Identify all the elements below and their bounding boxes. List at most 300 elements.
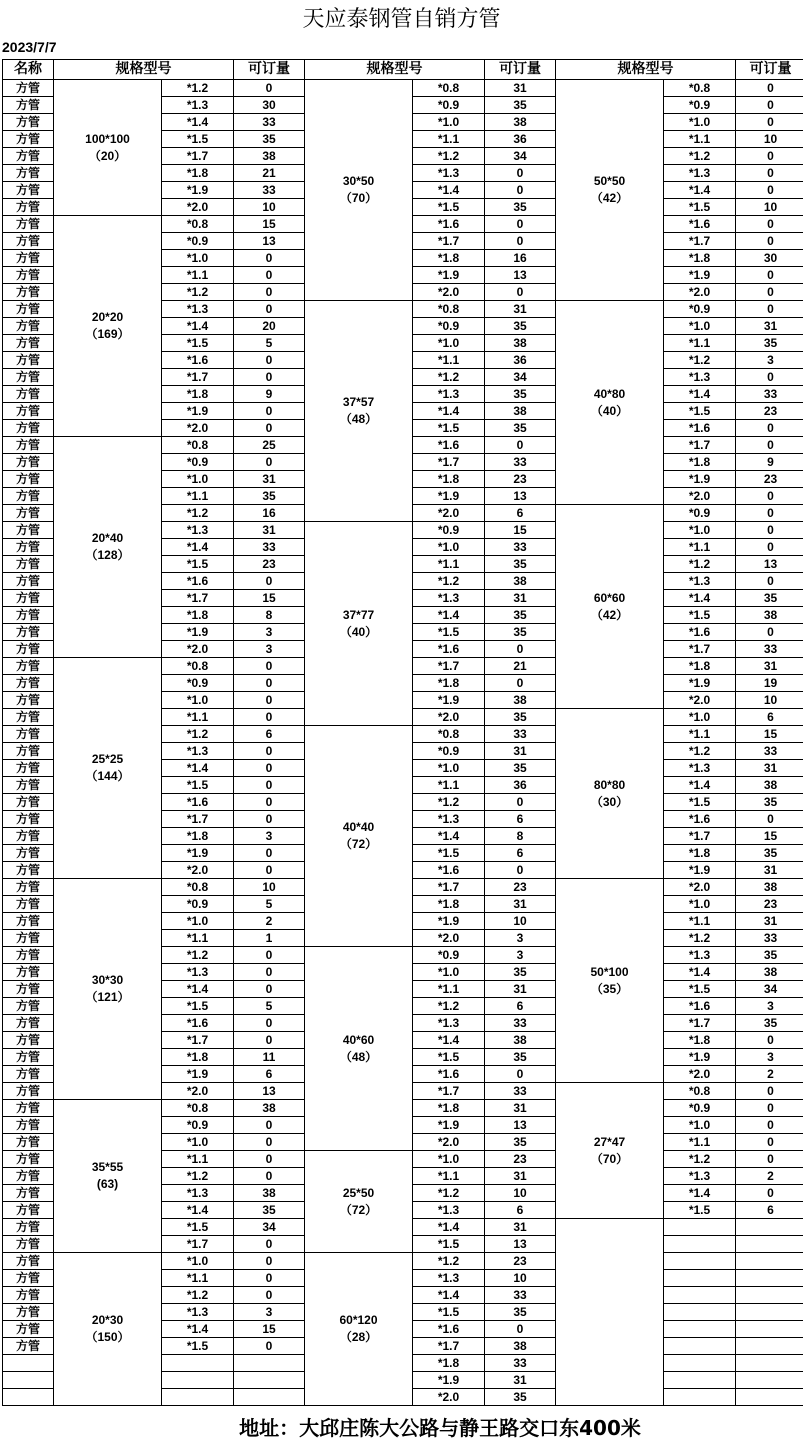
quantity-cell: 3 xyxy=(234,828,305,845)
quantity-cell: 33 xyxy=(485,1355,556,1372)
item-name: 方管 xyxy=(3,1117,54,1134)
item-name: 方管 xyxy=(3,692,54,709)
quantity-cell: 0 xyxy=(234,301,305,318)
thickness-cell: *1.3 xyxy=(413,1015,485,1032)
thickness-cell: *0.9 xyxy=(162,896,234,913)
quantity-cell xyxy=(736,1219,803,1236)
quantity-cell: 33 xyxy=(234,182,305,199)
thickness-cell: *1.7 xyxy=(162,1236,234,1253)
item-name: 方管 xyxy=(3,335,54,352)
quantity-cell: 15 xyxy=(736,828,803,845)
thickness-cell: *1.3 xyxy=(162,97,234,114)
thickness-cell: *1.4 xyxy=(162,981,234,998)
thickness-cell: *1.4 xyxy=(162,114,234,131)
quantity-cell: 15 xyxy=(234,216,305,233)
quantity-cell: 0 xyxy=(234,811,305,828)
thickness-cell: *1.5 xyxy=(162,1338,234,1355)
quantity-cell: 35 xyxy=(485,1049,556,1066)
size-group xyxy=(305,1151,413,1253)
size-count: （128） xyxy=(85,548,130,562)
size-group xyxy=(556,301,664,505)
quantity-cell: 3 xyxy=(485,947,556,964)
quantity-cell: 0 xyxy=(485,437,556,454)
thickness-cell: *1.4 xyxy=(664,386,736,403)
header-spec: 规格型号 xyxy=(305,60,485,80)
item-name: 方管 xyxy=(3,1049,54,1066)
thickness-cell: *1.0 xyxy=(162,913,234,930)
thickness-cell: *1.8 xyxy=(664,658,736,675)
item-name: 方管 xyxy=(3,743,54,760)
table-row xyxy=(3,80,803,97)
thickness-cell: *1.0 xyxy=(162,1134,234,1151)
thickness-cell: *1.0 xyxy=(413,1151,485,1168)
quantity-cell: 34 xyxy=(234,1219,305,1236)
thickness-cell: *1.4 xyxy=(413,1219,485,1236)
thickness-cell: *0.9 xyxy=(162,675,234,692)
quantity-cell: 31 xyxy=(736,862,803,879)
quantity-cell: 38 xyxy=(736,879,803,896)
quantity-cell: 0 xyxy=(485,675,556,692)
thickness-cell: *1.1 xyxy=(664,131,736,148)
thickness-cell: *1.0 xyxy=(162,692,234,709)
size-spec: 35*55 xyxy=(91,1160,124,1174)
quantity-cell: 3 xyxy=(234,641,305,658)
thickness-cell: *1.9 xyxy=(413,267,485,284)
thickness-cell: *1.5 xyxy=(413,1304,485,1321)
item-name xyxy=(3,1355,54,1372)
thickness-cell: *1.4 xyxy=(162,539,234,556)
quantity-cell: 0 xyxy=(736,488,803,505)
thickness-cell: *1.9 xyxy=(664,675,736,692)
quantity-cell: 35 xyxy=(485,607,556,624)
thickness-cell: *1.5 xyxy=(413,845,485,862)
thickness-cell: *1.0 xyxy=(664,114,736,131)
thickness-cell: *0.8 xyxy=(162,437,234,454)
size-group xyxy=(54,80,162,216)
thickness-cell: *1.2 xyxy=(413,148,485,165)
thickness-cell: *1.5 xyxy=(162,335,234,352)
quantity-cell: 8 xyxy=(234,607,305,624)
quantity-cell: 35 xyxy=(234,488,305,505)
size-spec: 50*50 xyxy=(593,174,626,188)
thickness-cell: *1.2 xyxy=(413,573,485,590)
address-footer: 地址：大邱庄陈大公路与静王路交口东400米 xyxy=(239,1416,641,1440)
quantity-cell: 10 xyxy=(736,692,803,709)
thickness-cell: *1.2 xyxy=(162,505,234,522)
quantity-cell: 13 xyxy=(485,488,556,505)
thickness-cell: *0.9 xyxy=(162,1117,234,1134)
item-name: 方管 xyxy=(3,862,54,879)
quantity-cell: 0 xyxy=(485,641,556,658)
thickness-cell: *1.6 xyxy=(162,794,234,811)
size-group xyxy=(305,301,413,522)
quantity-cell: 0 xyxy=(736,233,803,250)
quantity-cell: 31 xyxy=(736,658,803,675)
quantity-cell: 0 xyxy=(736,80,803,97)
quantity-cell: 0 xyxy=(736,420,803,437)
thickness-cell: *1.5 xyxy=(664,199,736,216)
thickness-cell: *1.7 xyxy=(664,437,736,454)
thickness-cell: *0.9 xyxy=(664,97,736,114)
quantity-cell: 0 xyxy=(234,1015,305,1032)
size-spec: 20*40 xyxy=(91,531,124,545)
quantity-cell: 6 xyxy=(485,505,556,522)
quantity-cell xyxy=(234,1355,305,1372)
thickness-cell: *2.0 xyxy=(413,284,485,301)
item-name: 方管 xyxy=(3,488,54,505)
thickness-cell: *1.6 xyxy=(413,1066,485,1083)
quantity-cell: 0 xyxy=(736,522,803,539)
quantity-cell: 10 xyxy=(234,879,305,896)
item-name: 方管 xyxy=(3,250,54,267)
page-title: 天应泰钢管自销方管 xyxy=(302,7,501,32)
quantity-cell: 0 xyxy=(736,539,803,556)
item-name: 方管 xyxy=(3,658,54,675)
item-name: 方管 xyxy=(3,437,54,454)
quantity-cell: 33 xyxy=(736,930,803,947)
item-name: 方管 xyxy=(3,386,54,403)
quantity-cell: 35 xyxy=(234,1202,305,1219)
thickness-cell: *1.0 xyxy=(162,250,234,267)
item-name: 方管 xyxy=(3,913,54,930)
thickness-cell: *1.8 xyxy=(413,896,485,913)
quantity-cell: 13 xyxy=(234,233,305,250)
quantity-cell: 0 xyxy=(485,794,556,811)
quantity-cell: 23 xyxy=(234,556,305,573)
size-group xyxy=(556,1219,664,1406)
thickness-cell xyxy=(664,1338,736,1355)
quantity-cell: 31 xyxy=(485,1100,556,1117)
quantity-cell: 31 xyxy=(485,1219,556,1236)
thickness-cell: *1.0 xyxy=(664,896,736,913)
quantity-cell: 0 xyxy=(485,165,556,182)
quantity-cell xyxy=(736,1389,803,1406)
quantity-cell xyxy=(736,1304,803,1321)
item-name: 方管 xyxy=(3,726,54,743)
header-qty: 可订量 xyxy=(234,60,305,80)
thickness-cell: *1.1 xyxy=(664,913,736,930)
thickness-cell: *1.3 xyxy=(413,386,485,403)
thickness-cell: *1.5 xyxy=(413,420,485,437)
size-spec: 60*60 xyxy=(593,590,626,605)
quantity-cell: 0 xyxy=(736,216,803,233)
thickness-cell: *0.9 xyxy=(413,318,485,335)
thickness-cell xyxy=(664,1236,736,1253)
quantity-cell: 0 xyxy=(234,777,305,794)
quantity-cell: 0 xyxy=(234,1338,305,1355)
size-count: （40） xyxy=(339,624,378,639)
quantity-cell: 35 xyxy=(485,709,556,726)
quantity-cell: 5 xyxy=(234,896,305,913)
quantity-cell: 36 xyxy=(485,777,556,794)
quantity-cell: 9 xyxy=(736,454,803,471)
size-spec: 50*100 xyxy=(590,964,629,979)
thickness-cell: *1.9 xyxy=(413,692,485,709)
quantity-cell: 13 xyxy=(485,1236,556,1253)
quantity-cell: 33 xyxy=(736,386,803,403)
thickness-cell: *1.7 xyxy=(162,148,234,165)
thickness-cell: *1.0 xyxy=(162,1253,234,1270)
quantity-cell: 13 xyxy=(485,1117,556,1134)
item-name: 方管 xyxy=(3,114,54,131)
thickness-cell: *2.0 xyxy=(413,505,485,522)
item-name: 方管 xyxy=(3,998,54,1015)
item-name: 方管 xyxy=(3,352,54,369)
quantity-cell: 38 xyxy=(485,1338,556,1355)
thickness-cell: *1.1 xyxy=(162,267,234,284)
quantity-cell: 31 xyxy=(485,301,556,318)
size-group xyxy=(556,505,664,709)
thickness-cell: *0.8 xyxy=(162,1100,234,1117)
quantity-cell: 0 xyxy=(736,97,803,114)
quantity-cell: 38 xyxy=(234,1185,305,1202)
quantity-cell: 31 xyxy=(736,318,803,335)
thickness-cell xyxy=(162,1372,234,1389)
quantity-cell: 36 xyxy=(485,131,556,148)
item-name: 方管 xyxy=(3,1100,54,1117)
thickness-cell: *1.0 xyxy=(413,964,485,981)
quantity-cell: 31 xyxy=(736,913,803,930)
thickness-cell: *1.8 xyxy=(162,1049,234,1066)
size-group xyxy=(305,522,413,726)
quantity-cell: 6 xyxy=(485,811,556,828)
quantity-cell: 6 xyxy=(485,998,556,1015)
quantity-cell: 15 xyxy=(234,1321,305,1338)
thickness-cell: *1.6 xyxy=(162,352,234,369)
thickness-cell xyxy=(664,1355,736,1372)
item-name: 方管 xyxy=(3,709,54,726)
size-spec: 25*50 xyxy=(342,1185,375,1200)
quantity-cell: 38 xyxy=(234,148,305,165)
quantity-cell: 16 xyxy=(234,505,305,522)
thickness-cell: *1.2 xyxy=(664,352,736,369)
quantity-cell: 6 xyxy=(234,726,305,743)
item-name: 方管 xyxy=(3,199,54,216)
thickness-cell: *1.3 xyxy=(162,743,234,760)
thickness-cell: *1.5 xyxy=(664,1202,736,1219)
quantity-cell: 0 xyxy=(234,1253,305,1270)
size-spec: 40*80 xyxy=(593,386,626,401)
thickness-cell: *1.8 xyxy=(162,165,234,182)
thickness-cell xyxy=(664,1287,736,1304)
quantity-cell: 33 xyxy=(485,1083,556,1100)
thickness-cell: *0.9 xyxy=(413,97,485,114)
item-name: 方管 xyxy=(3,607,54,624)
quantity-cell: 13 xyxy=(736,556,803,573)
quantity-cell: 0 xyxy=(234,284,305,301)
thickness-cell: *1.3 xyxy=(162,522,234,539)
size-count: （72） xyxy=(339,1202,378,1217)
thickness-cell: *1.3 xyxy=(664,165,736,182)
quantity-cell: 35 xyxy=(736,1015,803,1032)
quantity-cell: 0 xyxy=(234,1032,305,1049)
thickness-cell: *1.7 xyxy=(162,590,234,607)
thickness-cell: *1.3 xyxy=(664,947,736,964)
thickness-cell: *1.4 xyxy=(664,182,736,199)
thickness-cell: *1.8 xyxy=(413,675,485,692)
item-name: 方管 xyxy=(3,845,54,862)
quantity-cell: 35 xyxy=(485,624,556,641)
quantity-cell: 0 xyxy=(234,692,305,709)
header-row xyxy=(3,60,803,80)
thickness-cell: *0.8 xyxy=(162,658,234,675)
header-name: 名称 xyxy=(3,60,54,80)
quantity-cell: 31 xyxy=(234,522,305,539)
thickness-cell: *1.1 xyxy=(413,777,485,794)
thickness-cell: *1.1 xyxy=(664,539,736,556)
quantity-cell: 0 xyxy=(234,1270,305,1287)
thickness-cell: *1.6 xyxy=(162,1015,234,1032)
thickness-cell: *1.5 xyxy=(413,624,485,641)
size-spec: 30*30 xyxy=(91,973,124,987)
thickness-cell: *1.7 xyxy=(162,811,234,828)
thickness-cell: *1.1 xyxy=(664,1134,736,1151)
thickness-cell: *1.5 xyxy=(664,607,736,624)
thickness-cell: *1.1 xyxy=(413,981,485,998)
quantity-cell: 23 xyxy=(736,471,803,488)
size-group xyxy=(54,216,162,437)
quantity-cell: 0 xyxy=(485,862,556,879)
thickness-cell: *1.1 xyxy=(664,335,736,352)
thickness-cell: *1.8 xyxy=(664,1032,736,1049)
quantity-cell: 0 xyxy=(736,1185,803,1202)
size-count: （70） xyxy=(590,1151,629,1166)
quantity-cell: 1 xyxy=(234,930,305,947)
quantity-cell: 23 xyxy=(736,896,803,913)
thickness-cell: *2.0 xyxy=(413,709,485,726)
thickness-cell: *1.3 xyxy=(664,573,736,590)
size-count: （72） xyxy=(339,837,378,851)
quantity-cell: 34 xyxy=(485,148,556,165)
item-name: 方管 xyxy=(3,1287,54,1304)
thickness-cell: *1.9 xyxy=(664,1049,736,1066)
item-name: 方管 xyxy=(3,182,54,199)
quantity-cell: 3 xyxy=(736,1049,803,1066)
item-name: 方管 xyxy=(3,879,54,896)
item-name: 方管 xyxy=(3,590,54,607)
thickness-cell: *1.6 xyxy=(664,216,736,233)
quantity-cell: 35 xyxy=(736,845,803,862)
thickness-cell: *1.3 xyxy=(413,590,485,607)
thickness-cell: *1.7 xyxy=(664,641,736,658)
quantity-cell xyxy=(736,1270,803,1287)
size-spec: 40*40 xyxy=(342,820,375,834)
quantity-cell: 0 xyxy=(736,114,803,131)
quantity-cell: 35 xyxy=(736,794,803,811)
size-group xyxy=(556,709,664,879)
thickness-cell: *1.4 xyxy=(162,1321,234,1338)
quantity-cell: 35 xyxy=(485,97,556,114)
quantity-cell: 23 xyxy=(736,403,803,420)
quantity-cell: 0 xyxy=(234,573,305,590)
thickness-cell: *1.8 xyxy=(413,250,485,267)
item-name: 方管 xyxy=(3,97,54,114)
size-count: （169） xyxy=(85,327,130,341)
quantity-cell: 35 xyxy=(485,199,556,216)
quantity-cell: 31 xyxy=(485,981,556,998)
size-count: （40） xyxy=(590,403,629,418)
thickness-cell: *1.3 xyxy=(664,369,736,386)
thickness-cell: *0.9 xyxy=(413,522,485,539)
size-group xyxy=(305,947,413,1151)
thickness-cell: *0.8 xyxy=(413,80,485,97)
thickness-cell: *2.0 xyxy=(664,1066,736,1083)
quantity-cell: 0 xyxy=(736,573,803,590)
item-name: 方管 xyxy=(3,624,54,641)
size-count: （28） xyxy=(339,1330,378,1344)
size-count: (63) xyxy=(96,1177,119,1191)
item-name: 方管 xyxy=(3,148,54,165)
item-name: 方管 xyxy=(3,760,54,777)
size-group xyxy=(305,80,413,301)
thickness-cell: *1.5 xyxy=(413,1049,485,1066)
size-count: （121） xyxy=(85,990,130,1004)
quantity-cell xyxy=(736,1236,803,1253)
item-name: 方管 xyxy=(3,1236,54,1253)
thickness-cell: *1.2 xyxy=(664,1151,736,1168)
quantity-cell: 38 xyxy=(485,403,556,420)
thickness-cell: *1.9 xyxy=(664,471,736,488)
item-name: 方管 xyxy=(3,1168,54,1185)
quantity-cell: 35 xyxy=(485,386,556,403)
thickness-cell: *1.4 xyxy=(162,760,234,777)
thickness-cell: *1.5 xyxy=(664,794,736,811)
size-group xyxy=(556,80,664,301)
thickness-cell: *1.8 xyxy=(664,845,736,862)
quantity-cell: 2 xyxy=(234,913,305,930)
thickness-cell: *1.2 xyxy=(664,930,736,947)
thickness-cell: *1.2 xyxy=(413,998,485,1015)
thickness-cell: *1.9 xyxy=(664,862,736,879)
quantity-cell: 0 xyxy=(234,862,305,879)
quantity-cell: 30 xyxy=(736,250,803,267)
thickness-cell: *1.9 xyxy=(162,624,234,641)
quantity-cell: 16 xyxy=(485,250,556,267)
thickness-cell: *2.0 xyxy=(664,692,736,709)
quantity-cell xyxy=(234,1389,305,1406)
quantity-cell xyxy=(736,1338,803,1355)
quantity-cell: 2 xyxy=(736,1066,803,1083)
thickness-cell: *1.4 xyxy=(664,964,736,981)
thickness-cell: *2.0 xyxy=(664,284,736,301)
thickness-cell: *0.9 xyxy=(162,233,234,250)
item-name: 方管 xyxy=(3,981,54,998)
item-name: 方管 xyxy=(3,420,54,437)
quantity-cell: 31 xyxy=(485,743,556,760)
thickness-cell: *1.2 xyxy=(162,1287,234,1304)
size-group xyxy=(305,726,413,947)
thickness-cell: *1.7 xyxy=(413,1083,485,1100)
quantity-cell: 19 xyxy=(736,675,803,692)
quantity-cell: 33 xyxy=(485,726,556,743)
size-spec: 30*50 xyxy=(342,174,375,188)
thickness-cell xyxy=(664,1389,736,1406)
thickness-cell: *1.4 xyxy=(413,182,485,199)
quantity-cell xyxy=(736,1355,803,1372)
thickness-cell: *1.9 xyxy=(162,1066,234,1083)
thickness-cell: *1.0 xyxy=(413,539,485,556)
thickness-cell: *1.4 xyxy=(162,1202,234,1219)
quantity-cell: 35 xyxy=(485,1304,556,1321)
quantity-cell: 38 xyxy=(736,777,803,794)
size-count: （42） xyxy=(590,607,629,622)
quantity-cell: 33 xyxy=(485,454,556,471)
header-spec: 规格型号 xyxy=(54,60,234,80)
thickness-cell: *1.0 xyxy=(664,318,736,335)
thickness-cell: *1.3 xyxy=(664,760,736,777)
thickness-cell: *1.1 xyxy=(162,1270,234,1287)
quantity-cell: 0 xyxy=(234,1168,305,1185)
